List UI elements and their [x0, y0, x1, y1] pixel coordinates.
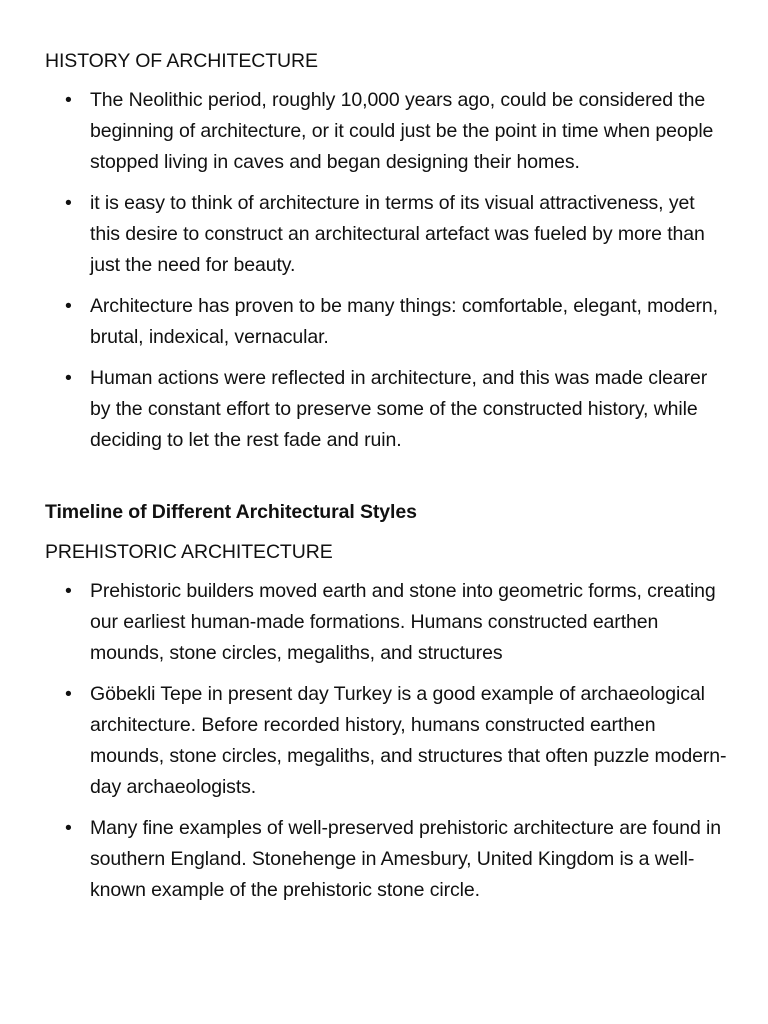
bullet-icon: •: [65, 367, 72, 389]
list-item: [45, 363, 728, 456]
bullet-text: it is easy to think of architecture in terms of its visual attractiveness, yet this desire to construct an architectural artefact was fueled by more than just the need for beauty.: [90, 192, 705, 276]
section-title-timeline: Timeline of Different Architectural Styles: [45, 501, 417, 523]
list-item: [45, 291, 728, 353]
bullet-icon: •: [65, 683, 72, 705]
bullet-text: Prehistoric builders moved earth and stone into geometric forms, creating our earliest human-made formations. Humans constructed earthen mounds, stone circles, megaliths, and structures: [90, 580, 716, 664]
subsection-title-prehistoric: PREHISTORIC ARCHITECTURE: [45, 541, 333, 563]
prehistoric-bullet-list: [45, 576, 728, 906]
bullet-icon: •: [65, 817, 72, 839]
bullet-text: Human actions were reflected in architecture, and this was made clearer by the constant effort to preserve some of the constructed history, while deciding to let the rest fade and ruin.: [90, 367, 708, 451]
list-item: [45, 188, 728, 281]
list-item: [45, 576, 728, 669]
history-bullet-list: [45, 85, 728, 456]
section-title-history: HISTORY OF ARCHITECTURE: [45, 50, 318, 72]
bullet-text: The Neolithic period, roughly 10,000 years ago, could be considered the beginning of architecture, or it could just be the point in time when people stopped living in caves and began designing their homes.: [90, 89, 714, 173]
bullet-icon: •: [65, 295, 72, 317]
list-item: [45, 85, 728, 178]
bullet-text: Many fine examples of well-preserved prehistoric architecture are found in southern England. Stonehenge in Amesbury, United Kingdom is a well-known example of the prehistoric stone circle.: [90, 817, 721, 901]
bullet-text: Architecture has proven to be many things: comfortable, elegant, modern, brutal, indexical, vernacular.: [90, 295, 718, 348]
list-item: [45, 679, 728, 803]
bullet-icon: •: [65, 580, 72, 602]
bullet-text: Göbekli Tepe in present day Turkey is a good example of archaeological architecture. Before recorded history, humans constructed earthen mounds, stone circles, megaliths, and structures that often puzzle modern-day archaeologists.: [90, 683, 727, 798]
bullet-icon: •: [65, 192, 72, 214]
bullet-icon: •: [65, 89, 72, 111]
list-item: [45, 813, 728, 906]
